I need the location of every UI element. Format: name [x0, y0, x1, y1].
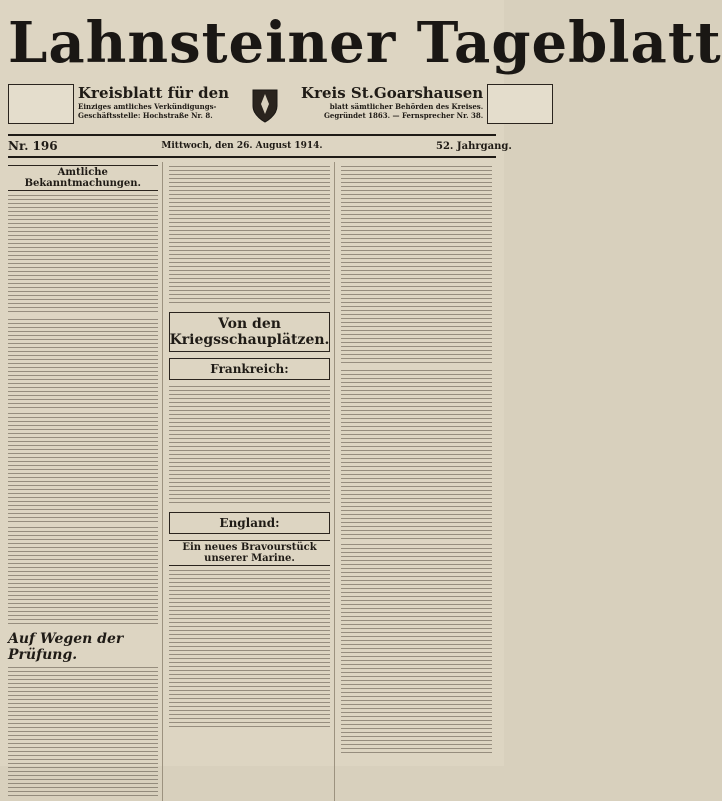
- issue-number: Nr. 196: [8, 139, 58, 153]
- coat-of-arms-icon: [233, 84, 297, 128]
- france-heading: Frankreich:: [169, 358, 331, 380]
- subhead-left-title: Kreisblatt für den: [78, 84, 230, 102]
- subhead-right-note: Gegründet 1863. — Fernsprecher Nr. 38.: [323, 111, 484, 120]
- info-bar: [8, 134, 512, 158]
- text-block: [8, 667, 158, 797]
- column-2: [169, 162, 336, 801]
- issue-date: Mittwoch, den 26. August 1914.: [161, 141, 323, 151]
- subhead-right: [301, 84, 483, 120]
- subhead-right-title: Kreis St.Goarshausen: [301, 84, 484, 102]
- volume-year: 52. Jahrgang.: [436, 140, 512, 152]
- column-3: [341, 162, 496, 801]
- official-notices-headline: Amtliche Bekanntmachungen.: [8, 165, 158, 191]
- text-block: [341, 544, 492, 754]
- navy-headline: Ein neues Bravourstück unserer Marine.: [169, 540, 331, 566]
- subhead-left: [78, 84, 229, 120]
- subhead-left-note: Geschäftsstelle: Hochstraße Nr. 8.: [78, 111, 213, 120]
- left-info-box: [8, 84, 74, 124]
- subhead: [8, 84, 496, 128]
- masthead-title: Lahnsteiner Tageblatt: [8, 10, 722, 76]
- subhead-right-sub: blatt sämtlicher Behörden des Kreises.: [329, 102, 484, 111]
- subhead-left-sub: Einziges amtliches Verkündigungs-: [78, 102, 217, 111]
- text-block: [169, 166, 331, 306]
- text-block: [8, 527, 158, 627]
- war-theatres-banner: Von den Kriegsschauplätzen.: [169, 312, 331, 352]
- article-columns: [8, 162, 496, 762]
- text-block: [341, 166, 492, 366]
- text-block: [8, 195, 158, 315]
- right-info-box: [487, 84, 553, 124]
- text-block: [8, 319, 158, 409]
- text-block: [8, 413, 158, 523]
- serial-title: Auf Wegen der Prüfung.: [8, 631, 124, 663]
- text-block: [341, 370, 492, 540]
- england-heading: England:: [169, 512, 331, 534]
- text-block: [169, 386, 331, 506]
- column-1: [8, 162, 163, 801]
- text-block: [169, 570, 331, 730]
